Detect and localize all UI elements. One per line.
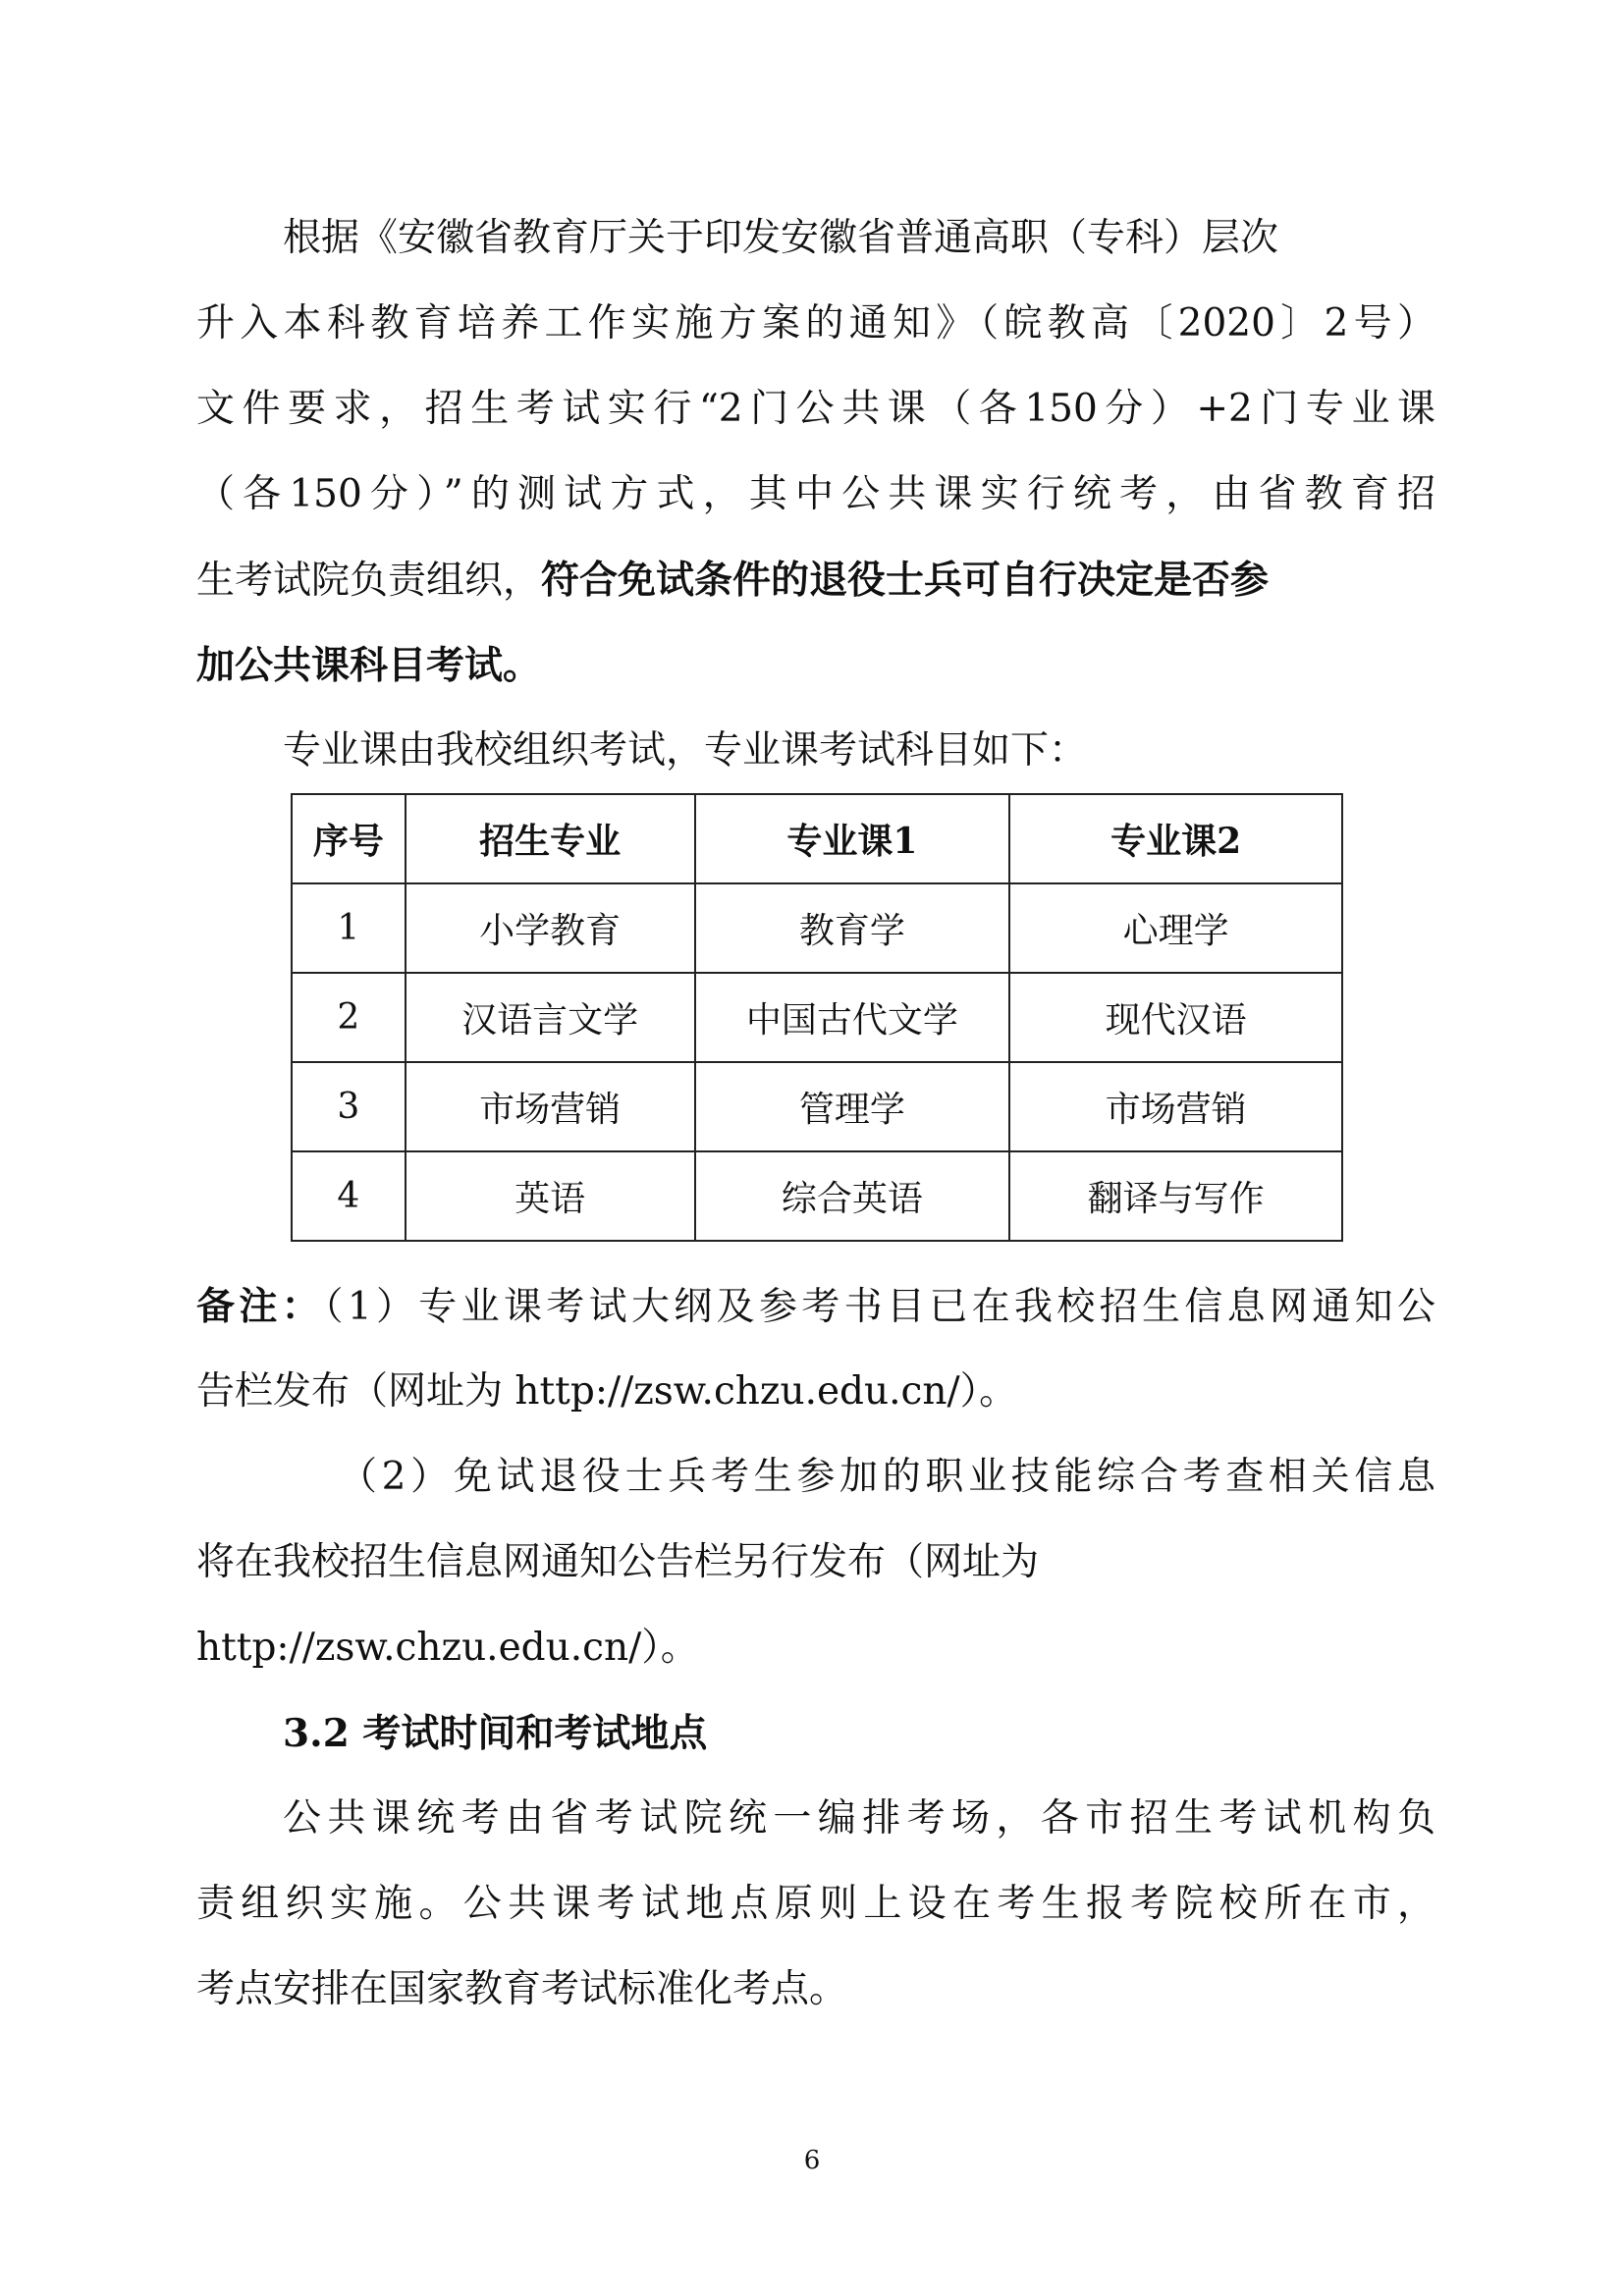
paragraph-line: 责组织实施。公共课考试地点原则上设在考生报考院校所在市， [196,1882,1435,1926]
notes-label: 备注： [196,1284,324,1329]
table-header-row [292,794,1342,883]
paragraph-line: 文件要求，招生考试实行“2门公共课（各150分）+2门专业课 [196,387,1435,431]
paragraph-line: 升入本科教育培养工作实施方案的通知》（皖教高〔2020〕2号） [196,301,1435,346]
header-cell: 专业课1 [695,794,1010,883]
paragraph-line: 根据《安徽省教育厅关于印发安徽省普通高职（专科）层次 [283,216,1279,260]
paragraph-line: 考点安排在国家教育考试标准化考点。 [196,1967,848,2011]
table-row [292,883,1342,973]
table-cell: 翻译与写作 [1009,1151,1342,1241]
emphasis-text: 符合免试条件的退役士兵可自行决定是否参 [541,558,1270,603]
table-cell: 小学教育 [406,883,695,973]
header-cell: 专业课2 [1009,794,1342,883]
note-line: （2）免试退役士兵考生参加的职业技能综合考查相关信息 [339,1455,1435,1499]
section-heading: 3.2 考试时间和考试地点 [283,1711,708,1756]
paragraph-text: 生考试院负责组织， [196,559,542,603]
table-cell: 3 [292,1062,406,1151]
table-cell: 1 [292,883,406,973]
table-cell: 心理学 [1009,883,1342,973]
table-cell: 市场营销 [406,1062,695,1151]
note-line: http://zsw.chzu.edu.cn/）。 [196,1626,699,1670]
table-cell: 汉语言文学 [406,973,695,1062]
notes-line [196,1279,1435,1334]
emphasis-line: 加公共课科目考试。 [196,643,542,688]
table-row [292,973,1342,1062]
table-cell: 现代汉语 [1009,973,1342,1062]
table-cell: 4 [292,1151,406,1241]
note-line: 将在我校招生信息网通知公告栏另行发布（网址为 [196,1540,1040,1584]
table-cell: 中国古代文学 [695,973,1010,1062]
note-text: （1）专业课考试大纲及参考书目已在我校招生信息网通知公 [324,1285,1435,1329]
table-cell: 英语 [406,1151,695,1241]
page-number: 6 [803,2146,821,2175]
table-cell: 综合英语 [695,1151,1010,1241]
table-row [292,1062,1342,1151]
table-cell: 市场营销 [1009,1062,1342,1151]
table-cell: 教育学 [695,883,1010,973]
paragraph-line [196,553,1269,608]
table-row [292,1151,1342,1241]
header-cell: 序号 [292,794,406,883]
paragraph-line: 公共课统考由省考试院统一编排考场，各市招生考试机构负 [283,1796,1435,1841]
table-cell: 管理学 [695,1062,1010,1151]
exam-subjects-table [291,793,1343,1242]
note-line: 告栏发布（网址为 http://zsw.chzu.edu.cn/）。 [196,1369,1018,1414]
header-cell: 招生专业 [406,794,695,883]
paragraph-line: （各150分）”的测试方式，其中公共课实行统考，由省教育招 [196,472,1435,516]
table-intro: 专业课由我校组织考试，专业课考试科目如下： [283,728,1088,773]
table-cell: 2 [292,973,406,1062]
